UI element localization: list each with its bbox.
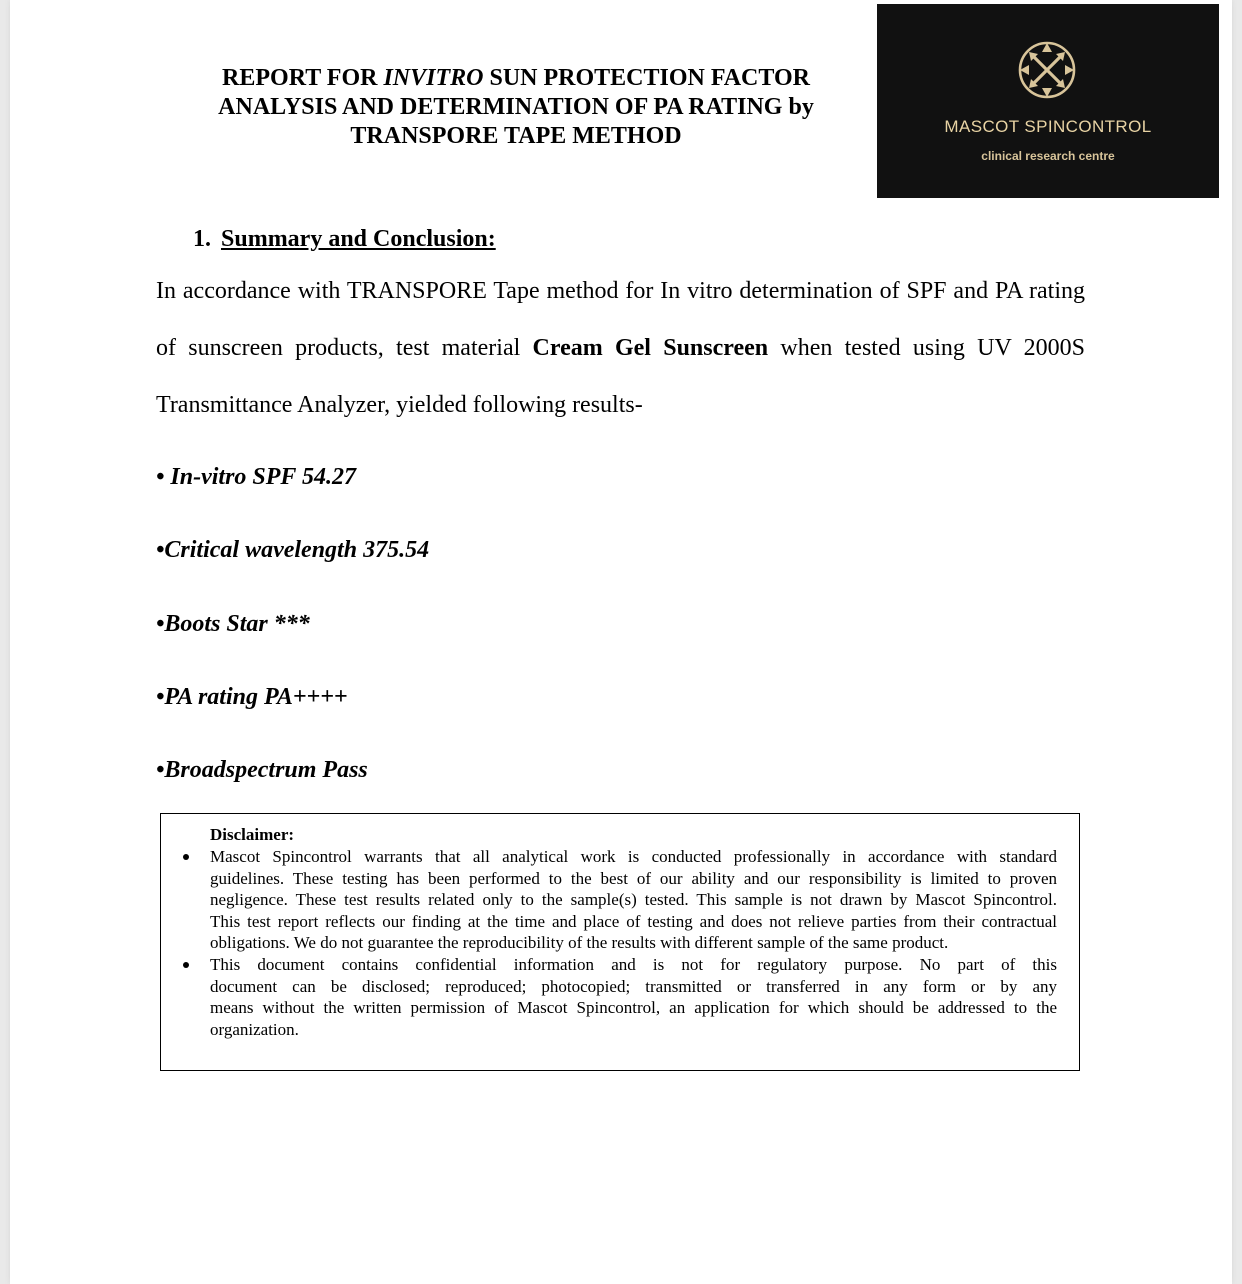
result-pa-rating: •PA rating PA++++ [156,684,348,710]
disclaimer-heading: Disclaimer: [210,825,295,844]
section-title: Summary and Conclusion: [221,226,496,252]
title-line-2: ANALYSIS AND DETERMINATION OF PA RATING by [218,94,814,120]
report-page [10,0,1232,1284]
title-line-3: TRANSPORE TAPE METHOD [350,123,682,149]
logo-brand-name: MASCOT SPINCONTROL [944,117,1152,136]
summary-line-1: In accordance with TRANSPORE Tape method for In vitro determination of SPF and PA rating [156,278,1085,304]
compass-arrows-emblem-icon [1017,38,1077,102]
test-material-name: Cream Gel Sunscreen [532,335,769,361]
summary-line-2: of sunscreen products, test material Cream Gel Sunscreen when tested using UV 2000S [156,335,1085,361]
title-line-1: REPORT FOR INVITRO SUN PROTECTION FACTOR [222,65,810,91]
result-broadspectrum: •Broadspectrum Pass [156,757,368,783]
mascot-spincontrol-logo [877,4,1219,198]
report-title [190,64,842,151]
title-italic-invitro: INVITRO [383,65,484,91]
bullet-icon [183,962,189,968]
summary-line-3: Transmittance Analyzer, yielded following results- [156,392,643,418]
result-critical-wavelength: •Critical wavelength 375.54 [156,537,430,563]
bullet-icon [183,854,189,860]
disclaimer-item-2: This document contains confidential information and is not for regulatory purpose. No part of this document can be disclosed; reproduced; photocopied; transmitted or transferred in any form or by any means without the written permission of Mascot Spincontrol, an application for which should be addressed to the organization. [210,955,1057,1039]
section-number: 1. [193,226,211,252]
logo-subtitle: clinical research centre [981,149,1115,163]
result-boots-star: •Boots Star *** [156,611,310,637]
result-spf: • In-vitro SPF 54.27 [156,464,356,490]
disclaimer-box [160,813,1080,1071]
disclaimer-item-1: Mascot Spincontrol warrants that all analytical work is conducted professionally in accordance with standard guidelines. These testing has been performed to the best of our ability and our responsibility is limited to proven negligence. These test results related only to the sample(s) tested. This sample is not drawn by Mascot Spincontrol. This test report reflects our finding at the time and place of testing and does not relieve parties from their contractual obligations. We do not guarantee the reproducibility of the results with different sample of the same product. [210,847,1057,952]
section-heading [193,226,496,253]
